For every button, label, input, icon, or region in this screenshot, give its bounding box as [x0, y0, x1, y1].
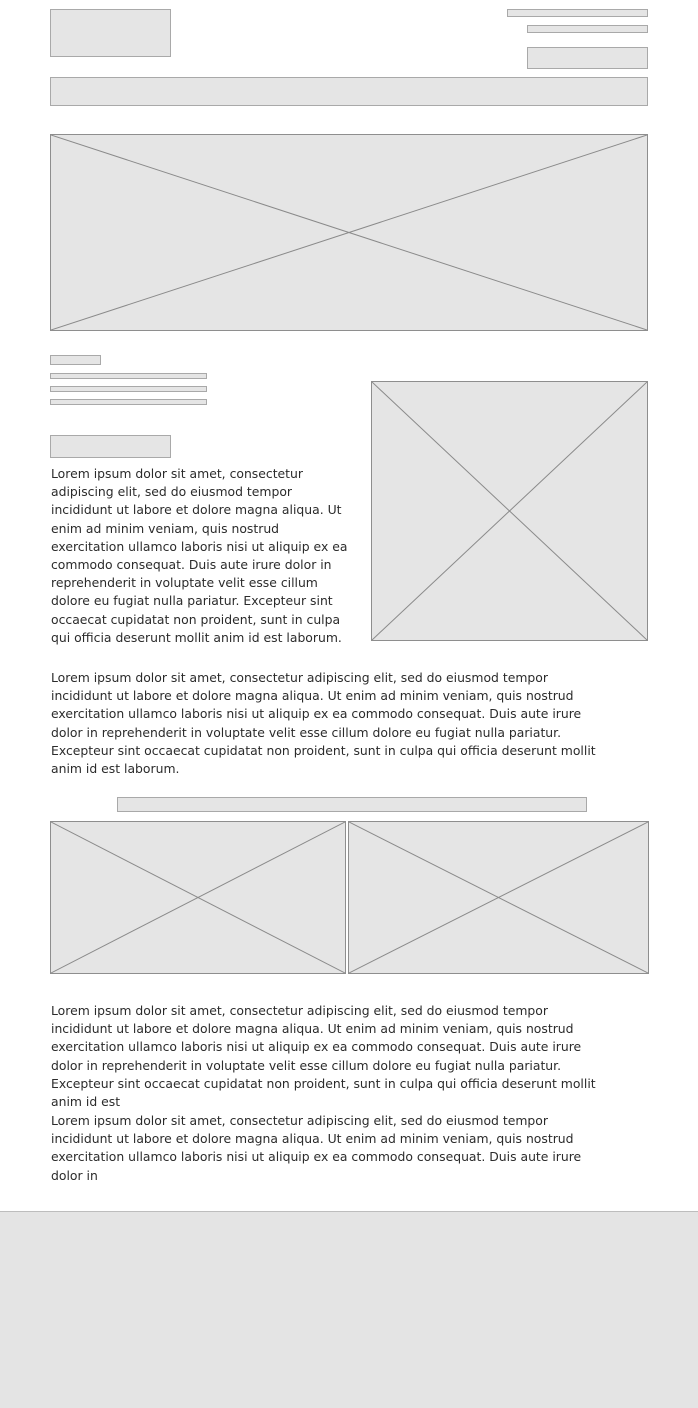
heading-line-placeholder-1 — [50, 373, 207, 379]
heading-line-placeholder-2 — [50, 386, 207, 392]
gallery-image-placeholder-left — [50, 821, 346, 974]
cta-button-placeholder[interactable] — [50, 435, 171, 458]
hero-image-placeholder — [50, 134, 648, 331]
header-button-placeholder[interactable] — [527, 47, 648, 69]
gallery-image-placeholder-right — [348, 821, 649, 974]
image-placeholder-icon — [51, 822, 345, 973]
image-placeholder-icon — [51, 135, 647, 330]
utility-link-placeholder-1[interactable] — [507, 9, 648, 17]
body-paragraph-4: Lorem ipsum dolor sit amet, consectetur adipiscing elit, sed do eiusmod tempor incididunt ut labore et dolore magna aliqua. Ut enim ad minim veniam, quis nostrud exercitation ullamco laboris nisi ut aliquip ex ea commodo consequat. Duis aute irure dolor in — [51, 1113, 582, 1183]
side-image-placeholder — [371, 381, 648, 641]
body-paragraph-3: Lorem ipsum dolor sit amet, consectetur adipiscing elit, sed do eiusmod tempor incididunt ut labore et dolore magna aliqua. Ut enim ad minim veniam, quis nostrud exercitation ullamco laboris nisi ut aliquip ex ea commodo consequat. Duis aute irure dolor in reprehenderit in voluptate velit esse cillum dolore eu fugiat nulla pariatur. Excepteur sint occaecat cupidatat non proident, sunt in culpa qui officia deserunt mollit anim id est — [51, 1003, 596, 1110]
body-paragraph-2: Lorem ipsum dolor sit amet, consectetur adipiscing elit, sed do eiusmod tempor incididunt ut labore et dolore magna aliqua. Ut enim ad minim veniam, quis nostrud exercitation ullamco laboris nisi ut aliquip ex ea commodo consequat. Duis aute irure dolor in reprehenderit in voluptate velit esse cillum dolore eu fugiat nulla pariatur. Excepteur sint occaecat cupidatat non proident, sunt in culpa qui officia deserunt mollit anim id est laborum. — [51, 670, 596, 777]
utility-link-placeholder-2[interactable] — [527, 25, 648, 33]
navigation-bar-placeholder[interactable] — [50, 77, 648, 106]
logo-placeholder[interactable] — [50, 9, 171, 57]
footer-area — [0, 1211, 698, 1408]
image-placeholder-icon — [372, 382, 647, 640]
section-label-placeholder — [50, 355, 101, 365]
heading-line-placeholder-3 — [50, 399, 207, 405]
image-placeholder-icon — [349, 822, 648, 973]
intro-paragraph: Lorem ipsum dolor sit amet, consectetur adipiscing elit, sed do eiusmod tempor incididunt ut labore et dolore magna aliqua. Ut enim ad minim veniam, quis nostrud exercitation ullamco laboris nisi ut aliquip ex ea commodo consequat. Duis aute irure dolor in reprehenderit in voluptate velit esse cillum dolore eu fugiat nulla pariatur. Excepteur sint occaecat cupidatat non proident, sunt in culpa qui officia deserunt mollit anim id est laborum. — [51, 466, 348, 645]
gallery-heading-placeholder — [117, 797, 587, 812]
